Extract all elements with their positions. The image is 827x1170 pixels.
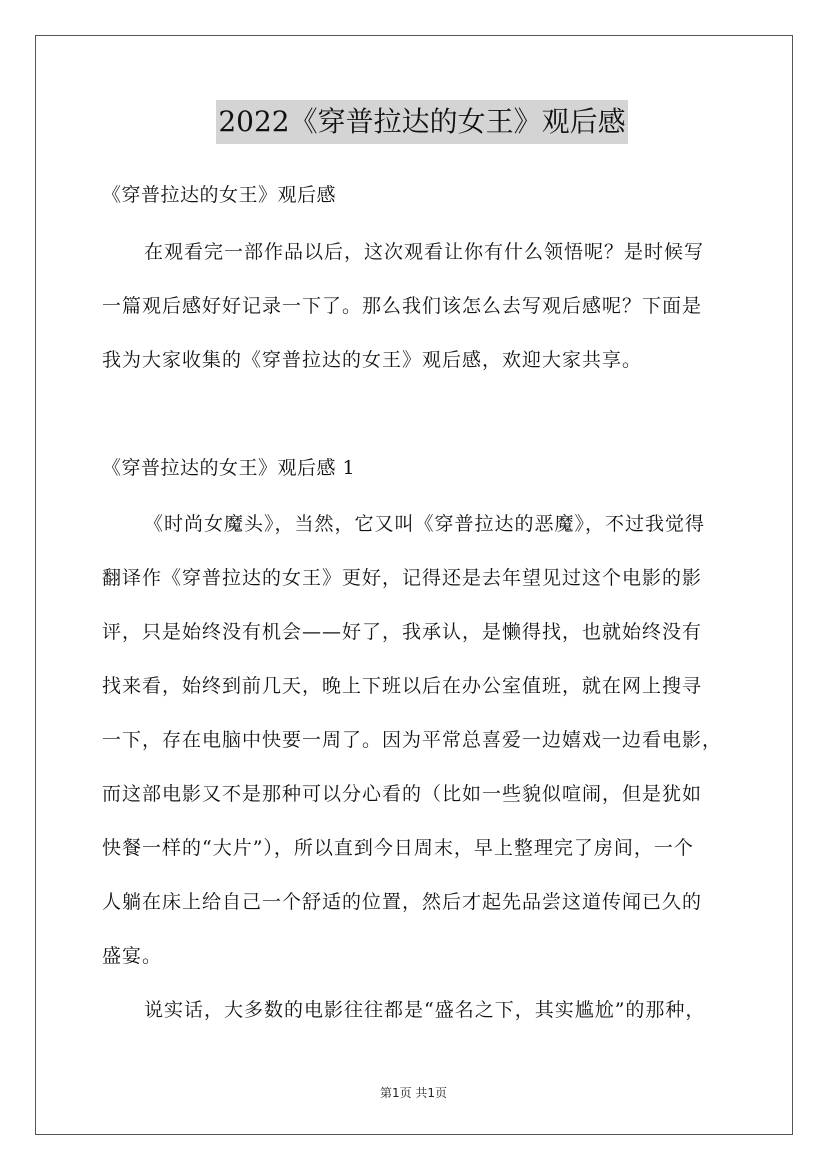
- body-line-1: 《时尚女魔头》，当然，它又叫《穿普拉达的恶魔》，不过我觉得: [144, 513, 706, 535]
- document-title: 2022《穿普拉达的女王》观后感: [216, 100, 627, 144]
- body-line-6: 而这部电影又不是那种可以分心看的（比如一些貌似喧闹，但是犹如: [102, 783, 703, 805]
- intro-line-3: 我为大家收集的《穿普拉达的女王》观后感，欢迎大家共享。: [102, 349, 643, 371]
- subheading-1: 《穿普拉达的女王》观后感: [102, 184, 337, 206]
- body-line-9: 盛宴。: [102, 945, 163, 967]
- body-line-4: 找来看，始终到前几天，晚上下班以后在办公室值班，就在网上搜寻: [102, 675, 703, 697]
- body-line-5: 一下，存在电脑中快要一周了。因为平常总喜爱一边嬉戏一边看电影，: [102, 729, 723, 751]
- body-line-7: 快餐一样的“大片”），所以直到今日周末，早上整理完了房间，一个: [102, 837, 694, 859]
- body-line-8: 人躺在床上给自己一个舒适的位置，然后才起先品尝这道传闻已久的: [102, 891, 703, 913]
- intro-line-2: 一篇观后感好好记录一下了。那么我们该怎么去写观后感呢？下面是: [102, 295, 703, 317]
- body2-line-1: 说实话，大多数的电影往往都是“盛名之下，其实尴尬”的那种，: [144, 999, 706, 1021]
- body-line-2: 翻译作《穿普拉达的女王》更好，记得还是去年望见过这个电影的影: [102, 567, 703, 589]
- subheading-2: 《穿普拉达的女王》观后感 1: [102, 457, 356, 479]
- intro-line-1: 在观看完一部作品以后，这次观看让你有什么领悟呢？是时候写: [144, 241, 705, 263]
- title-wrap: [102, 100, 742, 144]
- body-line-3: 评，只是始终没有机会——好了，我承认，是懒得找，也就始终没有: [102, 621, 703, 643]
- page-footer: 第1页 共1页: [379, 1086, 448, 1100]
